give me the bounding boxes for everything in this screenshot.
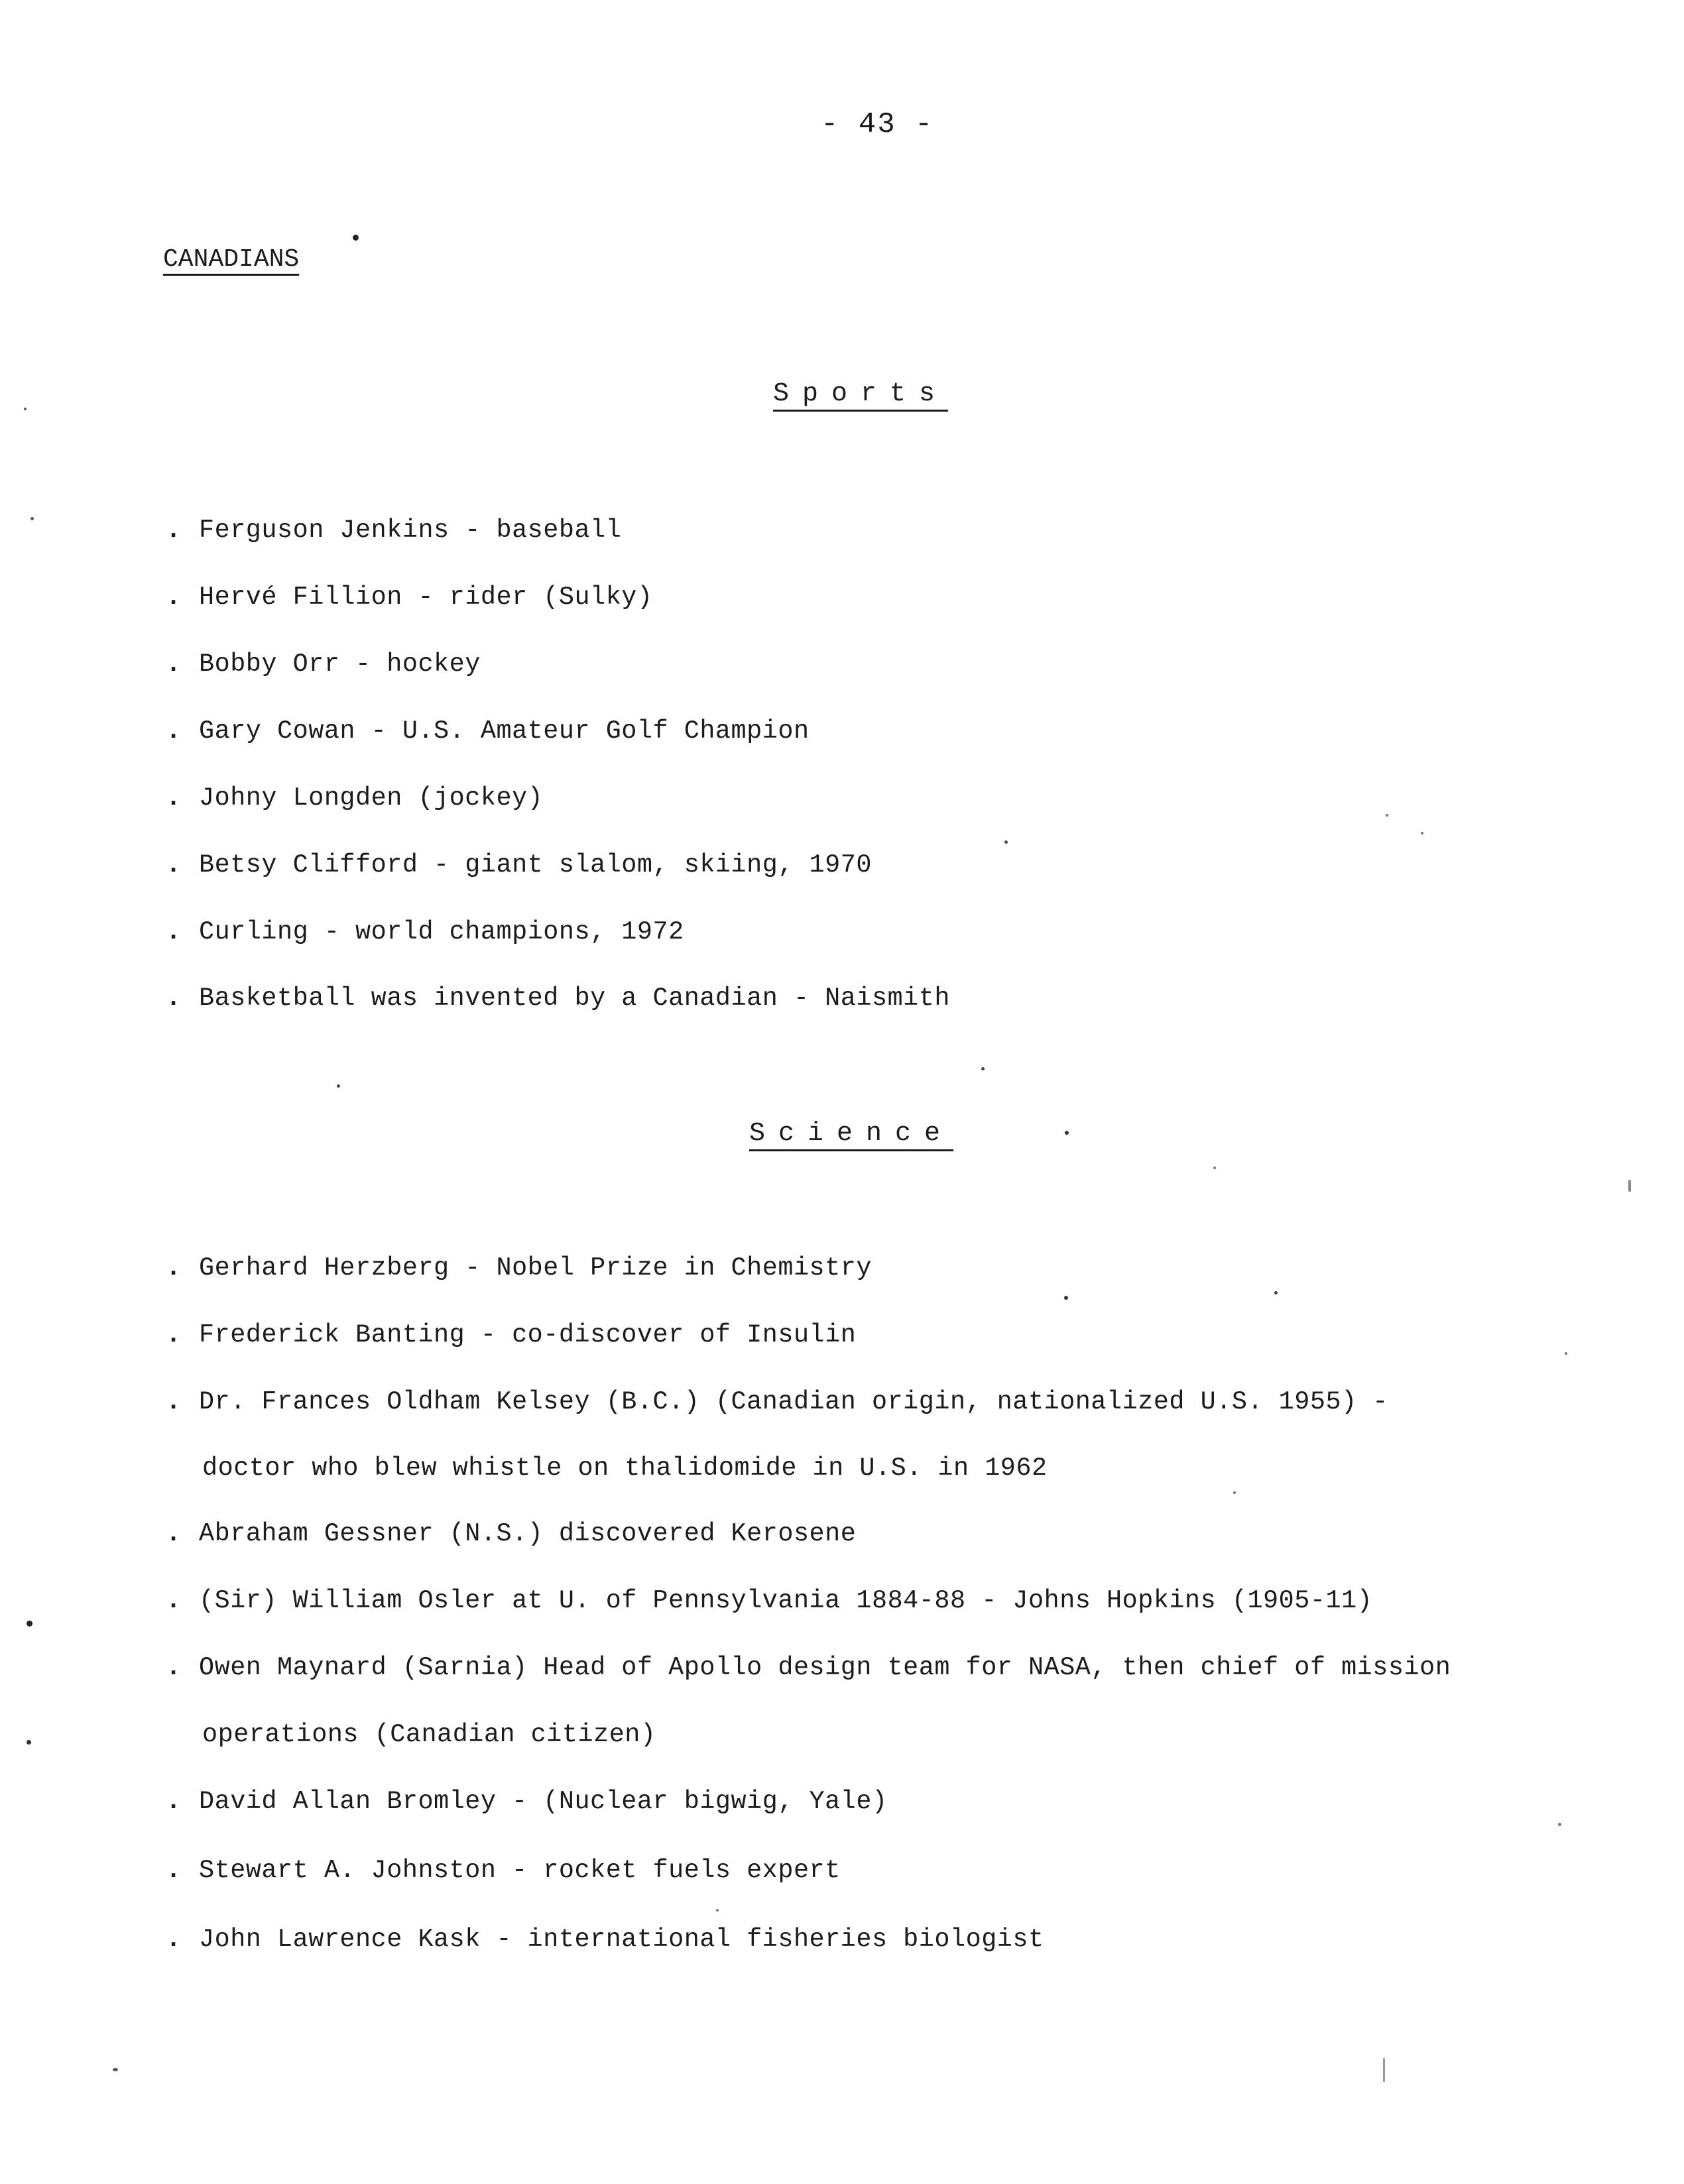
science-heading: Science [749, 1119, 954, 1149]
bullet-icon: . [166, 1387, 182, 1416]
item-text: Johny Longden (jockey) [199, 783, 544, 813]
list-item [166, 1387, 1388, 1416]
scan-speck [353, 235, 359, 241]
scan-speck [981, 1067, 985, 1070]
bullet-icon: . [166, 1925, 182, 1954]
item-text: Betsy Clifford - giant slalom, skiing, 1970 [199, 850, 872, 880]
item-text: (Sir) William Osler at U. of Pennsylvania 1884-88 - Johns Hopkins (1905-11) [199, 1586, 1373, 1615]
document-title: CANADIANS [163, 245, 300, 274]
item-continuation: doctor who blew whistle on thalidomide in U.S. in 1962 [202, 1454, 1048, 1483]
item-text: Basketball was invented by a Canadian - Naismith [199, 984, 950, 1013]
sports-heading: Sports [773, 379, 949, 409]
item-text: Bobby Orr - hockey [199, 650, 481, 679]
scan-speck [1383, 2058, 1385, 2082]
list-item [166, 1653, 1451, 1682]
item-text: Dr. Frances Oldham Kelsey (B.C.) (Canadian origin, nationalized U.S. 1955) - [199, 1387, 1388, 1416]
scan-speck [113, 2068, 118, 2071]
bullet-icon: . [166, 917, 182, 947]
bullet-icon: . [166, 717, 182, 746]
item-text: Gerhard Herzberg - Nobel Prize in Chemistry [199, 1253, 872, 1283]
bullet-icon: . [166, 1320, 182, 1350]
scan-speck [716, 1909, 719, 1912]
list-item [166, 1519, 856, 1548]
bullet-icon: . [166, 516, 182, 545]
scan-speck [1274, 1291, 1278, 1294]
bullet-icon: . [166, 850, 182, 880]
bullet-icon: . [166, 1586, 182, 1615]
bullet-icon: . [166, 783, 182, 813]
scan-speck [1004, 840, 1008, 844]
scan-speck [24, 408, 27, 410]
scan-speck [1064, 1296, 1068, 1300]
scan-speck [1386, 814, 1388, 817]
scan-speck [1565, 1352, 1567, 1355]
list-item [166, 917, 684, 947]
list-item [166, 783, 543, 813]
list-item [166, 1787, 888, 1816]
bullet-icon: . [166, 650, 182, 679]
list-item [166, 717, 810, 746]
list-item [166, 1925, 1044, 1954]
bullet-icon: . [166, 583, 182, 612]
list-item [166, 583, 653, 612]
list-item [166, 1856, 841, 1885]
item-text: Curling - world champions, 1972 [199, 917, 684, 947]
item-text: Frederick Banting - co-discover of Insulin [199, 1320, 857, 1350]
scan-speck [27, 1621, 32, 1627]
item-text: Ferguson Jenkins - baseball [199, 516, 622, 545]
scan-speck [337, 1084, 340, 1088]
item-text: Owen Maynard (Sarnia) Head of Apollo design team for NASA, then chief of mission [199, 1653, 1451, 1682]
bullet-icon: . [166, 1787, 182, 1816]
list-item [166, 850, 872, 880]
scan-speck [27, 1740, 31, 1745]
bullet-icon: . [166, 1653, 182, 1682]
bullet-icon: . [166, 1253, 182, 1283]
bullet-icon: . [166, 1856, 182, 1885]
item-text: Abraham Gessner (N.S.) discovered Kerosene [199, 1519, 857, 1548]
list-item [166, 650, 481, 679]
item-text: Stewart A. Johnston - rocket fuels expert [199, 1856, 841, 1885]
bullet-icon: . [166, 1519, 182, 1548]
scan-speck [1421, 832, 1423, 834]
item-text: Hervé Fillion - rider (Sulky) [199, 583, 653, 612]
scan-speck [1213, 1167, 1216, 1169]
item-text: David Allan Bromley - (Nuclear bigwig, Yale) [199, 1787, 888, 1816]
scan-speck [1065, 1131, 1069, 1135]
bullet-icon: . [166, 984, 182, 1013]
scan-speck [1558, 1823, 1561, 1826]
scan-speck [1628, 1180, 1631, 1192]
item-text: John Lawrence Kask - international fisheries biologist [199, 1925, 1044, 1954]
item-continuation: operations (Canadian citizen) [202, 1720, 656, 1749]
page-number: - 43 - [821, 108, 934, 141]
list-item [166, 1586, 1372, 1615]
scan-speck [1233, 1491, 1236, 1494]
item-text: Gary Cowan - U.S. Amateur Golf Champion [199, 717, 810, 746]
list-item [166, 1320, 856, 1350]
list-item [166, 984, 950, 1013]
list-item [166, 1253, 872, 1283]
list-item [166, 516, 621, 545]
scan-speck [30, 517, 34, 520]
